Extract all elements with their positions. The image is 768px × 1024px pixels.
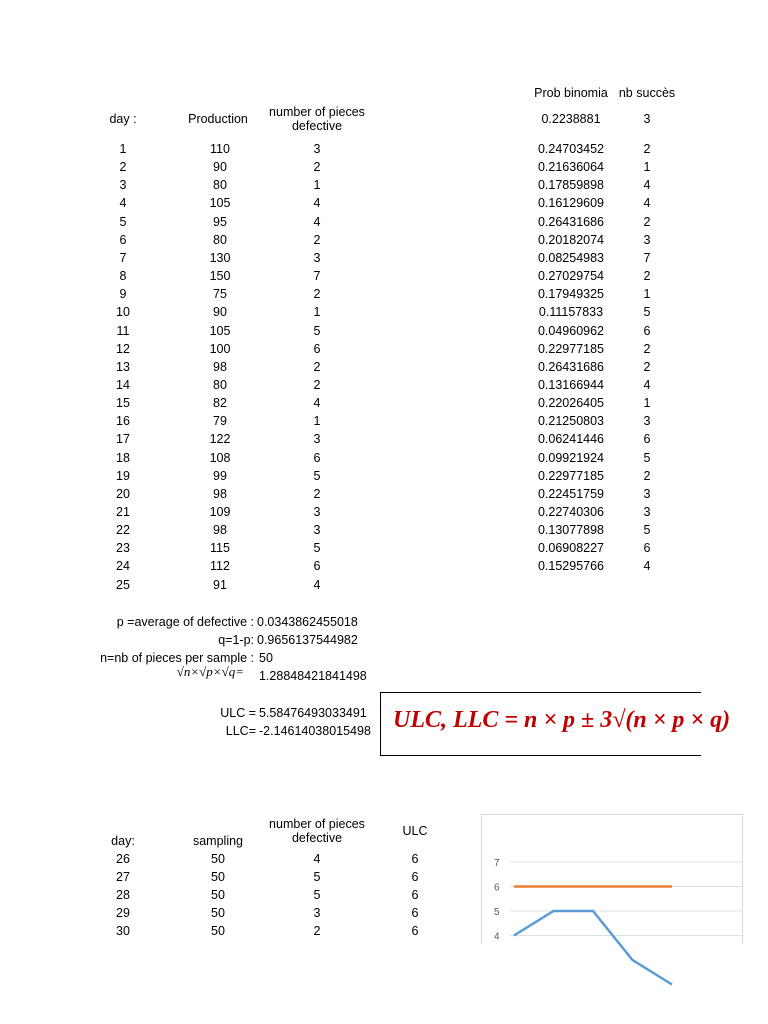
cell-day: 6	[119, 232, 127, 247]
cell-nb: 2	[643, 359, 651, 374]
sqrt-npq-label: √n×√p×√q=	[176, 664, 244, 679]
control-limits-formula: ULC, LLC = n × p ± 3√(n × p × q)	[393, 707, 731, 733]
cell-day: 1	[119, 142, 127, 156]
cell-defective: 2	[313, 160, 321, 175]
cell-nb: 6	[643, 323, 651, 338]
bottom-header-ulc: ULC	[402, 824, 428, 838]
cell-ulc: 6	[411, 924, 419, 939]
header-prob-binomia: Prob binomia	[534, 86, 608, 100]
cell-day: 22	[116, 523, 130, 538]
header-defective-line1: number of pieces	[269, 105, 365, 119]
y-tick-label: 4	[494, 931, 500, 943]
n-value: 50	[259, 651, 273, 665]
table-row	[0, 267, 768, 285]
cell-ulc: 6	[411, 888, 419, 903]
cell-day: 12	[116, 341, 130, 356]
table-row	[0, 231, 768, 249]
cell-day: 3	[119, 178, 127, 193]
table-row	[0, 557, 768, 575]
cell-nb: 5	[643, 450, 651, 465]
bottom-header-day: day:	[111, 834, 135, 848]
cell-defective: 4	[313, 396, 321, 411]
cell-sampling: 50	[211, 924, 225, 939]
cell-day: 23	[116, 541, 130, 556]
cell-prob: 0.15295766	[537, 559, 605, 574]
cell-prob: 0.26431686	[537, 359, 605, 374]
cell-sampling: 50	[211, 870, 225, 885]
table-row	[0, 521, 768, 539]
cell-nb: 3	[643, 414, 651, 429]
cell-nb: 1	[643, 287, 651, 302]
cell-prob: 0.13077898	[537, 523, 605, 538]
table-row	[0, 394, 768, 412]
cell-nb: 5	[643, 523, 651, 538]
q-value: 0.9656137544982	[257, 633, 358, 647]
cell-prob: 0.21250803	[537, 414, 605, 429]
cell-prob: 0.06908227	[537, 541, 605, 556]
cell-day: 21	[116, 505, 130, 519]
cell-nb: 2	[643, 142, 651, 156]
cell-defective: 1	[313, 305, 321, 320]
bottom-header-defective-line1: number of pieces	[269, 817, 365, 831]
cell-prob: 0.27029754	[537, 269, 605, 284]
table-row	[0, 340, 768, 358]
cell-defective: 3	[313, 505, 321, 519]
cell-day: 25	[116, 577, 130, 592]
control-chart-svg	[482, 815, 742, 943]
cell-day: 28	[116, 888, 130, 903]
cell-defective: 3	[313, 142, 321, 156]
cell-production: 98	[213, 523, 227, 538]
cell-production: 99	[213, 468, 227, 483]
cell-defective: 5	[313, 323, 321, 338]
cell-production: 112	[210, 559, 230, 574]
table-row	[0, 158, 768, 176]
table-row	[0, 213, 768, 231]
p-value: 0.0343862455018	[257, 615, 358, 629]
cell-defective: 2	[313, 377, 321, 392]
cell-defective: 6	[313, 559, 321, 574]
cell-day: 14	[116, 377, 130, 392]
cell-day: 27	[116, 870, 130, 885]
cell-nb: 1	[643, 160, 651, 175]
cell-nb: 1	[643, 396, 651, 411]
cell-day: 24	[116, 559, 130, 574]
cell-sampling: 50	[211, 888, 225, 903]
cell-defective: 4	[313, 852, 321, 866]
cell-day: 18	[116, 450, 130, 465]
cell-defective: 2	[313, 287, 321, 302]
ulc-label: ULC =	[220, 706, 256, 720]
control-chart	[481, 814, 743, 943]
cell-nb: 2	[643, 468, 651, 483]
cell-nb: 4	[643, 559, 651, 574]
table-row	[0, 412, 768, 430]
cell-production: 109	[209, 505, 231, 519]
cell-production: 110	[210, 142, 230, 156]
cell-prob: 0.09921924	[537, 450, 605, 465]
cell-production: 115	[210, 541, 230, 556]
cell-defective: 2	[313, 359, 321, 374]
cell-defective: 3	[313, 523, 321, 538]
table-row	[0, 539, 768, 557]
cell-nb: 2	[643, 269, 651, 284]
table-row	[0, 430, 768, 448]
cell-day: 20	[116, 486, 130, 501]
cell-nb: 6	[643, 432, 651, 447]
table-row	[0, 576, 768, 594]
cell-day: 19	[116, 468, 130, 483]
cell-defective: 3	[313, 432, 321, 447]
cell-defective: 5	[313, 468, 321, 483]
cell-prob: 0.22740306	[537, 505, 605, 519]
cell-production: 130	[209, 250, 231, 265]
cell-prob: 0.22451759	[537, 486, 605, 501]
cell-prob: 0.24703452	[537, 142, 605, 156]
cell-production: 80	[213, 232, 227, 247]
cell-defective: 4	[313, 577, 321, 592]
cell-day: 30	[116, 924, 130, 939]
cell-prob: 0.20182074	[537, 232, 605, 247]
cell-nb: 3	[643, 505, 651, 519]
cell-defective: 2	[313, 924, 321, 939]
cell-defective: 3	[313, 250, 321, 265]
cell-production: 150	[209, 269, 231, 284]
formula-box	[380, 692, 731, 756]
cell-prob: 0.06241446	[537, 432, 605, 447]
llc-label: LLC=	[225, 724, 256, 738]
cell-production: 91	[213, 577, 227, 592]
cell-nb: 3	[643, 232, 651, 247]
cell-defective: 1	[313, 414, 321, 429]
cell-defective: 6	[313, 450, 321, 465]
table-row	[0, 322, 768, 340]
cell-day: 16	[116, 414, 130, 429]
cell-defective: 2	[313, 232, 321, 247]
header-nb-succes: nb succès	[618, 86, 676, 100]
first-prob-value: 0.2238881	[541, 112, 601, 126]
table-row	[0, 358, 768, 376]
cell-day: 4	[119, 196, 127, 211]
cell-prob: 0.22977185	[537, 341, 605, 356]
cell-prob: 0.22977185	[537, 468, 605, 483]
cell-defective: 4	[313, 196, 321, 211]
cell-production: 95	[213, 214, 227, 229]
cell-sampling: 50	[211, 906, 225, 921]
cell-day: 13	[116, 359, 130, 374]
q-label: q=1-p:	[218, 633, 254, 647]
cell-nb: 2	[643, 214, 651, 229]
cell-day: 10	[116, 305, 130, 320]
cell-defective: 6	[313, 341, 321, 356]
cell-day: 2	[119, 160, 127, 175]
cell-prob: 0.21636064	[537, 160, 605, 175]
cell-nb: 7	[643, 250, 651, 265]
cell-defective: 5	[313, 870, 321, 885]
cell-nb: 4	[643, 377, 651, 392]
cell-prob: 0.17859898	[537, 178, 605, 193]
table-row	[0, 376, 768, 394]
y-tick-label: 7	[494, 858, 500, 869]
table-row	[0, 194, 768, 212]
cell-ulc: 6	[411, 906, 419, 921]
cell-day: 5	[119, 214, 127, 229]
cell-day: 17	[116, 432, 130, 447]
series-line-defective	[514, 911, 672, 985]
cell-defective: 5	[313, 541, 321, 556]
cell-prob: 0.17949325	[537, 287, 605, 302]
llc-value: -2.14614038015498	[259, 724, 371, 738]
cell-production: 108	[209, 450, 231, 465]
table-row	[0, 285, 768, 303]
cell-prob: 0.11157833	[538, 305, 604, 320]
cell-defective: 3	[313, 906, 321, 921]
cell-production: 100	[209, 341, 231, 356]
y-tick-label: 5	[494, 907, 500, 918]
header-day: day :	[109, 112, 137, 126]
cell-nb: 6	[643, 541, 651, 556]
first-nb-value: 3	[643, 112, 651, 126]
table-row	[0, 303, 768, 321]
cell-nb: 4	[643, 178, 651, 193]
cell-defective: 1	[313, 178, 321, 193]
bottom-header-defective-line2: defective	[291, 831, 343, 845]
cell-sampling: 50	[211, 852, 225, 866]
cell-nb: 5	[643, 305, 651, 320]
cell-defective: 2	[313, 486, 321, 501]
cell-prob: 0.22026405	[537, 396, 605, 411]
cell-production: 105	[209, 196, 231, 211]
cell-production: 90	[213, 160, 227, 175]
n-label: n=nb of pieces per sample :	[100, 651, 254, 665]
cell-nb: 4	[643, 196, 651, 211]
table-row	[0, 176, 768, 194]
table-row	[0, 485, 768, 503]
table-row	[0, 467, 768, 485]
cell-prob: 0.26431686	[537, 214, 605, 229]
cell-day: 7	[119, 250, 127, 265]
cell-defective: 4	[313, 214, 321, 229]
cell-defective: 5	[313, 888, 321, 903]
table-row	[0, 249, 768, 267]
header-defective-line2: defective	[291, 119, 343, 133]
cell-day: 15	[116, 396, 130, 411]
p-label: p =average of defective :	[116, 615, 254, 629]
cell-production: 82	[213, 396, 227, 411]
cell-nb: 2	[643, 341, 651, 356]
cell-ulc: 6	[411, 852, 419, 866]
cell-production: 80	[213, 377, 227, 392]
cell-production: 105	[209, 323, 231, 338]
cell-day: 26	[116, 852, 130, 866]
table-row	[0, 140, 768, 158]
ulc-value: 5.58476493033491	[259, 706, 367, 720]
cell-production: 98	[213, 486, 227, 501]
cell-production: 75	[213, 287, 227, 302]
bottom-header-sampling: sampling	[192, 834, 244, 848]
cell-day: 8	[119, 269, 127, 284]
cell-prob: 0.04960962	[537, 323, 605, 338]
cell-production: 80	[213, 178, 227, 193]
table-row	[0, 449, 768, 467]
cell-ulc: 6	[411, 870, 419, 885]
cell-production: 79	[213, 414, 227, 429]
cell-defective: 7	[313, 269, 321, 284]
cell-nb: 3	[643, 486, 651, 501]
header-production: Production	[188, 112, 248, 126]
cell-production: 122	[209, 432, 231, 447]
cell-day: 11	[116, 323, 130, 338]
cell-production: 98	[213, 359, 227, 374]
y-tick-label: 6	[494, 882, 500, 894]
cell-prob: 0.16129609	[537, 196, 605, 211]
cell-production: 90	[213, 305, 227, 320]
cell-day: 9	[119, 287, 127, 302]
cell-prob: 0.13166944	[537, 377, 605, 392]
table-row	[0, 503, 768, 521]
cell-prob: 0.08254983	[537, 250, 605, 265]
sqrt-npq-value: 1.28848421841498	[259, 669, 367, 683]
cell-day: 29	[116, 906, 130, 921]
